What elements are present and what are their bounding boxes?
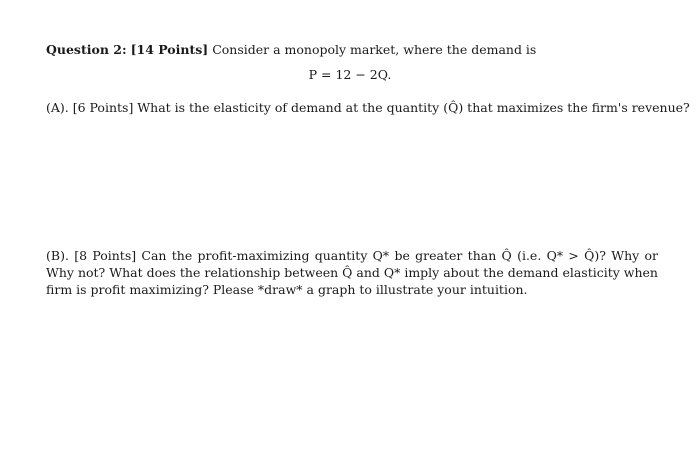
- question-label: Question 2:: [46, 42, 127, 57]
- demand-equation: P = 12 − 2Q.: [308, 67, 392, 82]
- part-a-text: (A). [6 Points] What is the elasticity of demand at the quantity (Q̂) that maximizes the firm's revenue?: [46, 100, 690, 115]
- question-points: [14 Points]: [130, 42, 209, 57]
- question-intro: Consider a monopoly market, where the demand is: [212, 42, 537, 57]
- part-b-text: (B). [8 Points] Can the profit-maximizing quantity Q* be greater than Q̂ (i.e. Q* > Q̂)? Why or Why not? What does the relationship between Q̂ and Q* imply about the demand elasticity when firm is profit maximizing? Please *draw* a graph to illustrate your intuition.: [46, 248, 658, 297]
- question-header: [46, 42, 536, 58]
